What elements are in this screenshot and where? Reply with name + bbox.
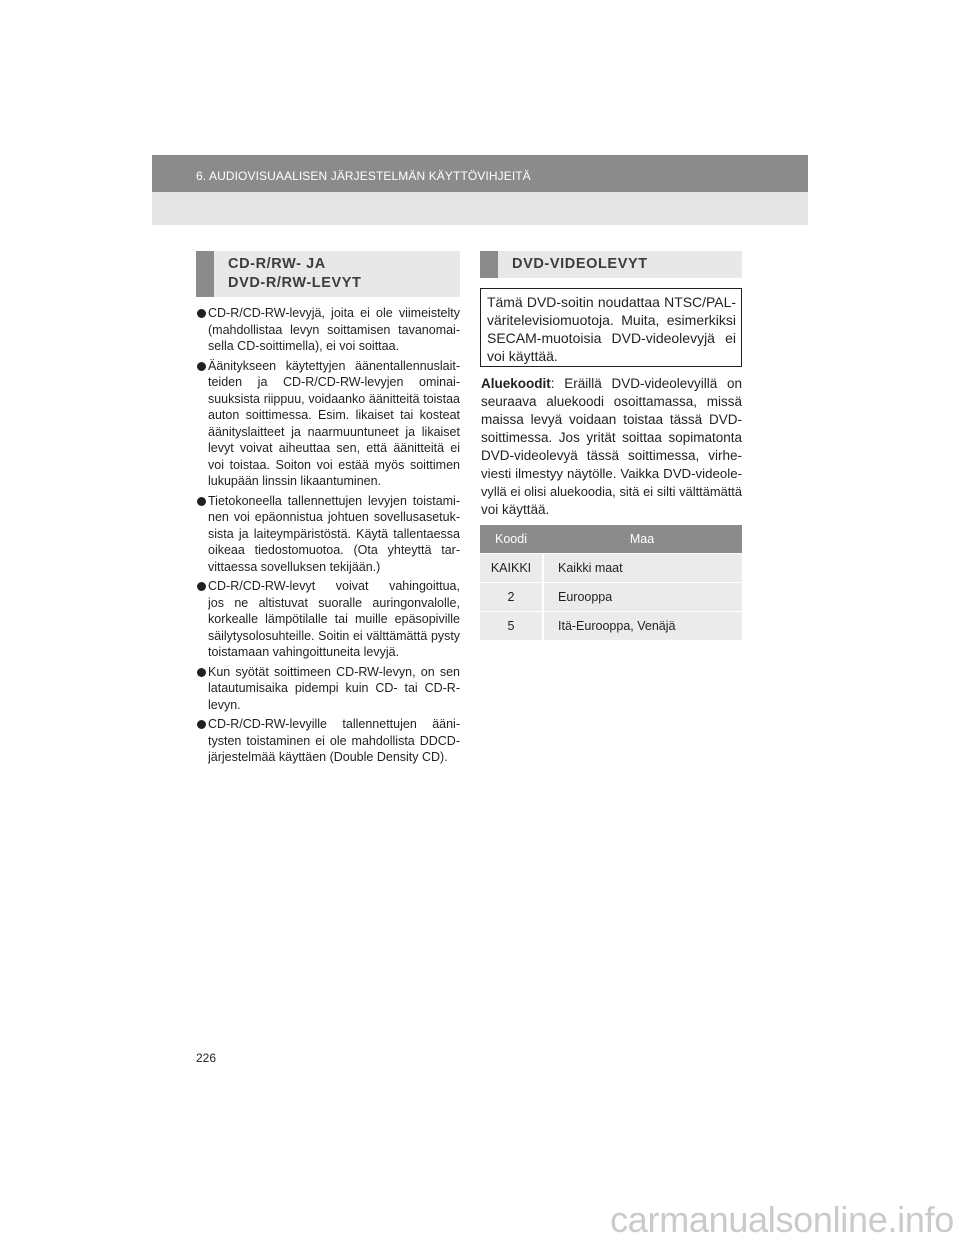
bullet-text-line: tysten toistaminen ei ole mahdollista DDCD-	[208, 733, 460, 748]
heading-line: CD-R/RW- JA	[228, 256, 326, 272]
bullet-text-line: (mahdollistaa levyn soittamisen tavanomai-	[208, 322, 460, 337]
page-number: 226	[196, 1051, 217, 1065]
bullet-text-line: järjestelmää käyttäen (Double Density CD).	[208, 750, 448, 764]
bullet-icon	[197, 497, 206, 506]
bullet-icon	[197, 720, 206, 729]
paragraph-text-line: voi käyttää.	[481, 502, 550, 517]
region-name-cell: Eurooppa	[542, 583, 742, 611]
bullet-text-line: sella CD-soittimella), ei voi soittaa.	[208, 339, 400, 353]
bullet-text-line: lukupään linssin likaantuminen.	[208, 474, 382, 488]
list-item	[196, 664, 460, 714]
bullet-icon	[197, 362, 206, 371]
list-item	[196, 305, 460, 355]
bullet-text-line: auton soittimessa. Esim. likaiset tai kosteat	[208, 408, 460, 422]
region-codes-term: Aluekoodit	[481, 376, 551, 391]
region-name-cell: Kaikki maat	[542, 554, 742, 582]
heading-accent-bar	[480, 251, 498, 278]
heading-text	[228, 255, 362, 293]
notice-text-line: SECAM-muotoisia DVD-videolevyjä ei	[487, 330, 736, 346]
bullet-text-line: levyt voivat aiheuttaa sen, että äänitteitä ei	[208, 441, 460, 455]
list-item	[196, 358, 460, 490]
section-header-bar	[152, 155, 808, 192]
list-item	[196, 493, 460, 576]
bullet-text-line: levyn.	[208, 697, 241, 712]
table-row	[480, 583, 742, 611]
column-header-code: Koodi	[495, 532, 527, 546]
bullet-text-line: nen voi epäonnistua johtuen sovellusasetuk-	[208, 510, 460, 524]
notice-box	[480, 288, 742, 367]
bullet-icon	[197, 309, 206, 318]
heading-dvd-video-discs	[480, 251, 742, 278]
bullet-text-line: teiden ja CD-R/CD-RW-levyjen ominai-	[208, 375, 460, 389]
paragraph-text-line: soittimessa. Jos yrität soittaa sopimatonta	[481, 430, 742, 445]
paragraph-text-line: DVD-videolevyä tässä soittimessa, virhe-	[481, 448, 742, 463]
bullet-text-line: Kun syötät soittimeen CD-RW-levyn, on sen	[208, 664, 460, 679]
section-title: 6. AUDIOVISUAALISEN JÄRJESTELMÄN KÄYTTÖVIHJEITÄ	[196, 169, 531, 183]
table-header-row	[480, 525, 742, 553]
bullet-text-line: latautumisaika pidempi kuin CD- tai CD-R-	[208, 681, 460, 695]
bullet-text-line: vittaessa sovelluksen tekijään.)	[208, 559, 381, 574]
paragraph-text-line: maissa levyä voidaan toistaa tässä DVD-	[481, 412, 742, 427]
bullet-icon	[197, 582, 206, 591]
bullet-text-line: CD-R/CD-RW-levyjä, joita ei ole viimeistelty	[208, 306, 460, 320]
bullet-icon	[197, 668, 206, 677]
watermark: carmanualsonline.info	[610, 1199, 954, 1240]
paragraph-text-line: vyllä ei olisi aluekoodia, sitä ei silti välttämättä	[481, 484, 742, 499]
paragraph-text-line	[481, 375, 742, 393]
list-item	[196, 716, 460, 766]
heading-cd-r-rw-discs	[196, 251, 460, 297]
paragraph-text-line: viesti ilmestyy näytölle. Vaikka DVD-videole-	[481, 466, 742, 481]
bullet-text-line: korkealle lämpötilalle tai muille epäsopiville	[208, 612, 460, 626]
bullet-text-line: jos ne altistuvat suoralle auringonvalolle,	[208, 595, 460, 610]
section-header-strip	[152, 192, 808, 225]
notice-text-line: väritelevisiomuotoja. Muita, esimerkiksi	[487, 312, 736, 328]
list-item	[196, 578, 460, 661]
bullet-text-line: suuksista riippuu, voidaanko äänitteitä toistaa	[208, 391, 460, 406]
column-header-country: Maa	[629, 532, 655, 546]
heading-accent-bar	[196, 251, 214, 297]
heading-text	[512, 255, 648, 274]
notice-text-line: voi käyttää.	[487, 348, 558, 364]
region-codes-paragraph	[481, 375, 742, 519]
bullet-text-line: CD-R/CD-RW-levyille tallennettujen ääni-	[208, 717, 460, 731]
bullet-text-line: säilytysolosuhteille. Soitin ei välttämättä pysty	[208, 628, 460, 643]
heading-line: DVD-VIDEOLEVYT	[512, 256, 648, 272]
table-row	[480, 612, 742, 640]
region-code-cell: KAIKKI	[490, 561, 532, 575]
region-code-table	[480, 525, 742, 641]
bullet-text-line: oikeaa tiedostomuotoa. (Ota yhteyttä tar-	[208, 543, 460, 557]
bullet-text-line: äänityslaitteet ja naarmuuntuneet ja likaiset	[208, 424, 460, 439]
paragraph-text-line: seuraava aluekoodi osoittamassa, missä	[481, 394, 742, 409]
region-code-cell: 5	[507, 619, 515, 633]
heading-line: DVD-R/RW-LEVYT	[228, 275, 362, 291]
bullet-text-line: Äänitykseen käytettyjen äänentallennuslait-	[208, 358, 460, 373]
paragraph-text-rest: : Eräillä DVD-videolevyillä on	[550, 376, 742, 391]
bullet-text-line: sista ja laiteympäristöstä. Käytä tallentaessa	[208, 526, 460, 541]
bullet-text-line: Tietokoneella tallennettujen levyjen toistami-	[208, 493, 460, 508]
table-row	[480, 554, 742, 582]
bullet-text-line: CD-R/CD-RW-levyt voivat vahingoittua,	[208, 579, 460, 593]
bullet-text-line: voi toistaa. Soiton voi estää myös soittimen	[208, 457, 460, 472]
notice-text-line: Tämä DVD-soitin noudattaa NTSC/PAL-	[487, 294, 736, 310]
region-name-cell: Itä-Eurooppa, Venäjä	[542, 612, 742, 640]
region-code-cell: 2	[507, 590, 515, 604]
cd-notes-list	[196, 305, 460, 769]
bullet-text-line: toistamaan vahingoittuneita levyjä.	[208, 645, 400, 659]
